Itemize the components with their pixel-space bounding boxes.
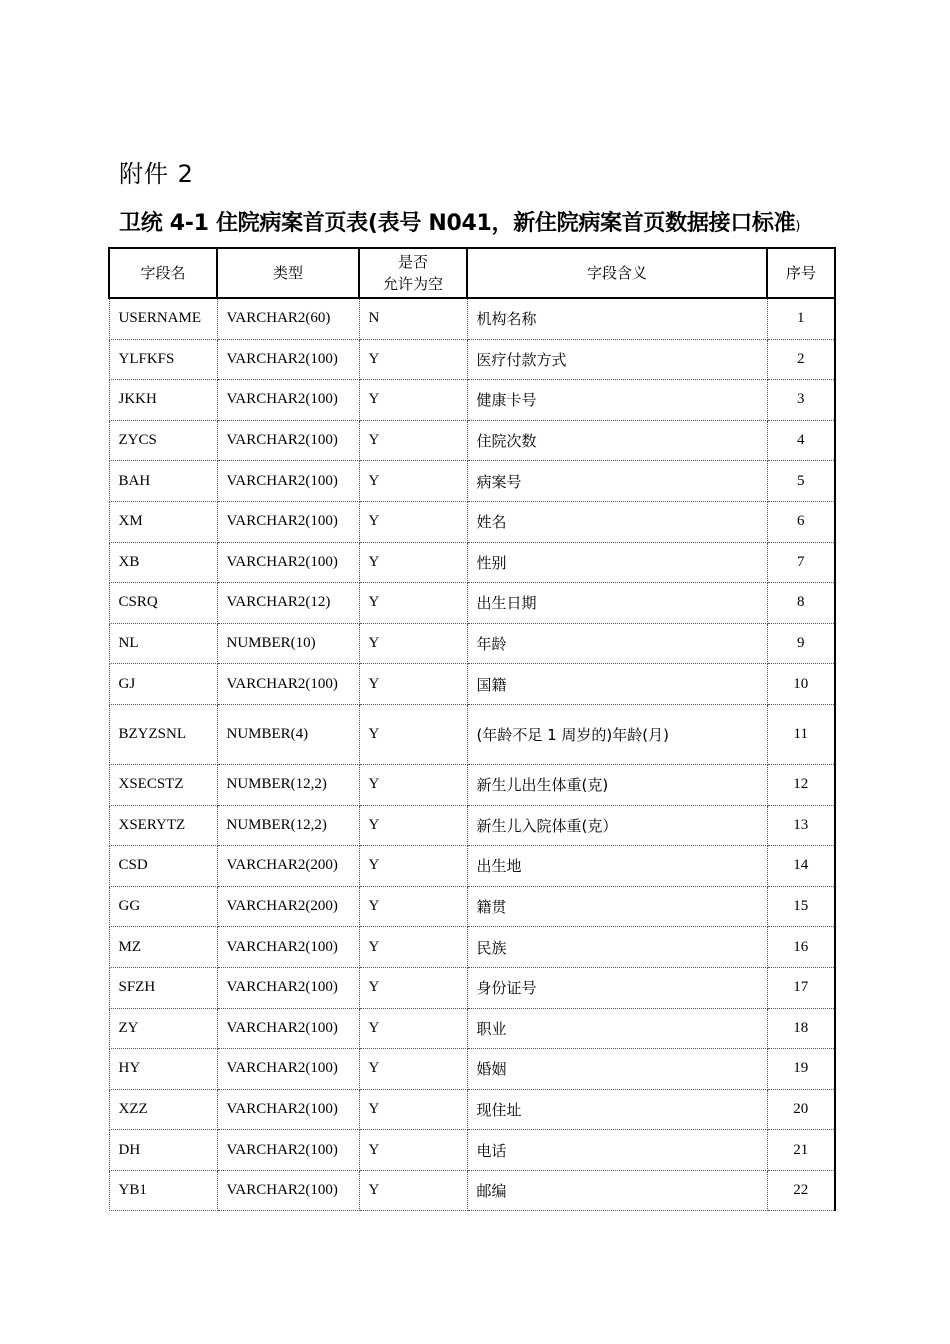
- cell-meaning: (年龄不足 1 周岁的)年龄(月): [467, 704, 767, 764]
- cell-nullable: Y: [359, 420, 467, 461]
- cell-field-name: YLFKFS: [109, 339, 217, 380]
- cell-field-name: SFZH: [109, 967, 217, 1008]
- cell-field-name: YB1: [109, 1170, 217, 1211]
- cell-type: VARCHAR2(100): [217, 461, 359, 502]
- cell-seq: 11: [767, 704, 835, 764]
- cell-nullable: Y: [359, 967, 467, 1008]
- cell-field-name: XSECSTZ: [109, 764, 217, 805]
- cell-nullable: Y: [359, 501, 467, 542]
- cell-type: VARCHAR2(100): [217, 1170, 359, 1211]
- table-row: [109, 298, 835, 339]
- cell-seq: 15: [767, 886, 835, 927]
- cell-type: VARCHAR2(200): [217, 886, 359, 927]
- cell-type: VARCHAR2(100): [217, 420, 359, 461]
- cell-nullable: Y: [359, 1089, 467, 1130]
- cell-type: VARCHAR2(100): [217, 339, 359, 380]
- cell-seq: 10: [767, 664, 835, 705]
- table-row: [109, 1049, 835, 1090]
- cell-seq: 20: [767, 1089, 835, 1130]
- cell-seq: 9: [767, 623, 835, 664]
- cell-nullable: Y: [359, 664, 467, 705]
- table-row: [109, 1130, 835, 1171]
- table-row: [109, 805, 835, 846]
- table-row: [109, 704, 835, 764]
- cell-type: VARCHAR2(100): [217, 664, 359, 705]
- cell-field-name: XB: [109, 542, 217, 583]
- cell-seq: 4: [767, 420, 835, 461]
- cell-field-name: CSD: [109, 846, 217, 887]
- cell-nullable: Y: [359, 1008, 467, 1049]
- cell-seq: 21: [767, 1130, 835, 1171]
- cell-field-name: MZ: [109, 927, 217, 968]
- cell-type: VARCHAR2(100): [217, 1008, 359, 1049]
- cell-seq: 14: [767, 846, 835, 887]
- cell-nullable: Y: [359, 623, 467, 664]
- table-row: [109, 339, 835, 380]
- cell-nullable: Y: [359, 846, 467, 887]
- cell-meaning: 婚姻: [467, 1049, 767, 1090]
- cell-nullable: N: [359, 298, 467, 339]
- cell-seq: 16: [767, 927, 835, 968]
- header-meaning: 字段含义: [467, 248, 767, 298]
- document-title: [119, 206, 800, 237]
- cell-meaning: 健康卡号: [467, 380, 767, 421]
- cell-field-name: BZYZSNL: [109, 704, 217, 764]
- cell-field-name: GJ: [109, 664, 217, 705]
- cell-meaning: 医疗付款方式: [467, 339, 767, 380]
- cell-field-name: DH: [109, 1130, 217, 1171]
- table-body: [109, 298, 835, 1211]
- cell-meaning: 身份证号: [467, 967, 767, 1008]
- cell-type: VARCHAR2(100): [217, 1089, 359, 1130]
- cell-seq: 18: [767, 1008, 835, 1049]
- cell-meaning: 出生日期: [467, 583, 767, 624]
- cell-nullable: Y: [359, 927, 467, 968]
- cell-nullable: Y: [359, 461, 467, 502]
- cell-type: NUMBER(12,2): [217, 764, 359, 805]
- cell-seq: 19: [767, 1049, 835, 1090]
- cell-type: VARCHAR2(100): [217, 1049, 359, 1090]
- cell-nullable: Y: [359, 704, 467, 764]
- cell-type: VARCHAR2(200): [217, 846, 359, 887]
- cell-nullable: Y: [359, 805, 467, 846]
- cell-nullable: Y: [359, 583, 467, 624]
- cell-meaning: 新生儿出生体重(克): [467, 764, 767, 805]
- table-row: [109, 1089, 835, 1130]
- attachment-label: 附件 2: [119, 160, 194, 188]
- cell-nullable: Y: [359, 542, 467, 583]
- cell-seq: 1: [767, 298, 835, 339]
- cell-field-name: GG: [109, 886, 217, 927]
- cell-meaning: 新生儿入院体重(克）: [467, 805, 767, 846]
- cell-meaning: 民族: [467, 927, 767, 968]
- table-row: [109, 501, 835, 542]
- table-row: [109, 846, 835, 887]
- cell-seq: 17: [767, 967, 835, 1008]
- cell-field-name: ZYCS: [109, 420, 217, 461]
- cell-type: NUMBER(10): [217, 623, 359, 664]
- cell-seq: 7: [767, 542, 835, 583]
- cell-meaning: 邮编: [467, 1170, 767, 1211]
- cell-field-name: HY: [109, 1049, 217, 1090]
- cell-type: VARCHAR2(100): [217, 380, 359, 421]
- table-row: [109, 461, 835, 502]
- cell-type: VARCHAR2(100): [217, 542, 359, 583]
- table-row: [109, 1170, 835, 1211]
- cell-seq: 22: [767, 1170, 835, 1211]
- field-spec-table: [108, 247, 836, 1211]
- table-header-row: [109, 248, 835, 298]
- cell-field-name: CSRQ: [109, 583, 217, 624]
- header-nullable-line2: 允许为空: [382, 275, 443, 293]
- table-row: [109, 927, 835, 968]
- header-field-name: 字段名: [109, 248, 217, 298]
- cell-seq: 6: [767, 501, 835, 542]
- table-row: [109, 664, 835, 705]
- cell-meaning: 病案号: [467, 461, 767, 502]
- cell-seq: 5: [767, 461, 835, 502]
- cell-field-name: USERNAME: [109, 298, 217, 339]
- cell-nullable: Y: [359, 886, 467, 927]
- table-row: [109, 583, 835, 624]
- cell-nullable: Y: [359, 1130, 467, 1171]
- cell-seq: 12: [767, 764, 835, 805]
- header-nullable-line1: 是否: [397, 253, 428, 271]
- cell-meaning: 现住址: [467, 1089, 767, 1130]
- cell-seq: 2: [767, 339, 835, 380]
- table-row: [109, 967, 835, 1008]
- header-seq: 序号: [767, 248, 835, 298]
- cell-meaning: 住院次数: [467, 420, 767, 461]
- table-row: [109, 886, 835, 927]
- cell-type: VARCHAR2(100): [217, 927, 359, 968]
- cell-nullable: Y: [359, 339, 467, 380]
- title-tail: ): [795, 219, 801, 234]
- cell-field-name: JKKH: [109, 380, 217, 421]
- cell-type: VARCHAR2(100): [217, 967, 359, 1008]
- cell-field-name: ZY: [109, 1008, 217, 1049]
- table-row: [109, 420, 835, 461]
- cell-nullable: Y: [359, 1170, 467, 1211]
- cell-seq: 3: [767, 380, 835, 421]
- cell-meaning: 职业: [467, 1008, 767, 1049]
- cell-field-name: NL: [109, 623, 217, 664]
- cell-type: VARCHAR2(12): [217, 583, 359, 624]
- cell-meaning: 出生地: [467, 846, 767, 887]
- cell-meaning: 性别: [467, 542, 767, 583]
- title-main: 卫统 4-1 住院病案首页表(表号 N041，新住院病案首页数据接口标准: [119, 211, 796, 236]
- cell-meaning: 姓名: [467, 501, 767, 542]
- header-type: 类型: [217, 248, 359, 298]
- cell-type: VARCHAR2(60): [217, 298, 359, 339]
- table-row: [109, 764, 835, 805]
- table-row: [109, 380, 835, 421]
- cell-type: VARCHAR2(100): [217, 1130, 359, 1171]
- table-row: [109, 1008, 835, 1049]
- cell-meaning: 国籍: [467, 664, 767, 705]
- cell-meaning: 电话: [467, 1130, 767, 1171]
- cell-type: NUMBER(12,2): [217, 805, 359, 846]
- table-row: [109, 623, 835, 664]
- cell-meaning: 籍贯: [467, 886, 767, 927]
- cell-type: NUMBER(4): [217, 704, 359, 764]
- cell-seq: 13: [767, 805, 835, 846]
- cell-meaning: 年龄: [467, 623, 767, 664]
- cell-nullable: Y: [359, 380, 467, 421]
- table-row: [109, 542, 835, 583]
- cell-meaning: 机构名称: [467, 298, 767, 339]
- cell-field-name: BAH: [109, 461, 217, 502]
- header-nullable: [359, 248, 467, 298]
- cell-field-name: XZZ: [109, 1089, 217, 1130]
- cell-field-name: XM: [109, 501, 217, 542]
- cell-nullable: Y: [359, 1049, 467, 1090]
- cell-seq: 8: [767, 583, 835, 624]
- cell-nullable: Y: [359, 764, 467, 805]
- cell-field-name: XSERYTZ: [109, 805, 217, 846]
- cell-type: VARCHAR2(100): [217, 501, 359, 542]
